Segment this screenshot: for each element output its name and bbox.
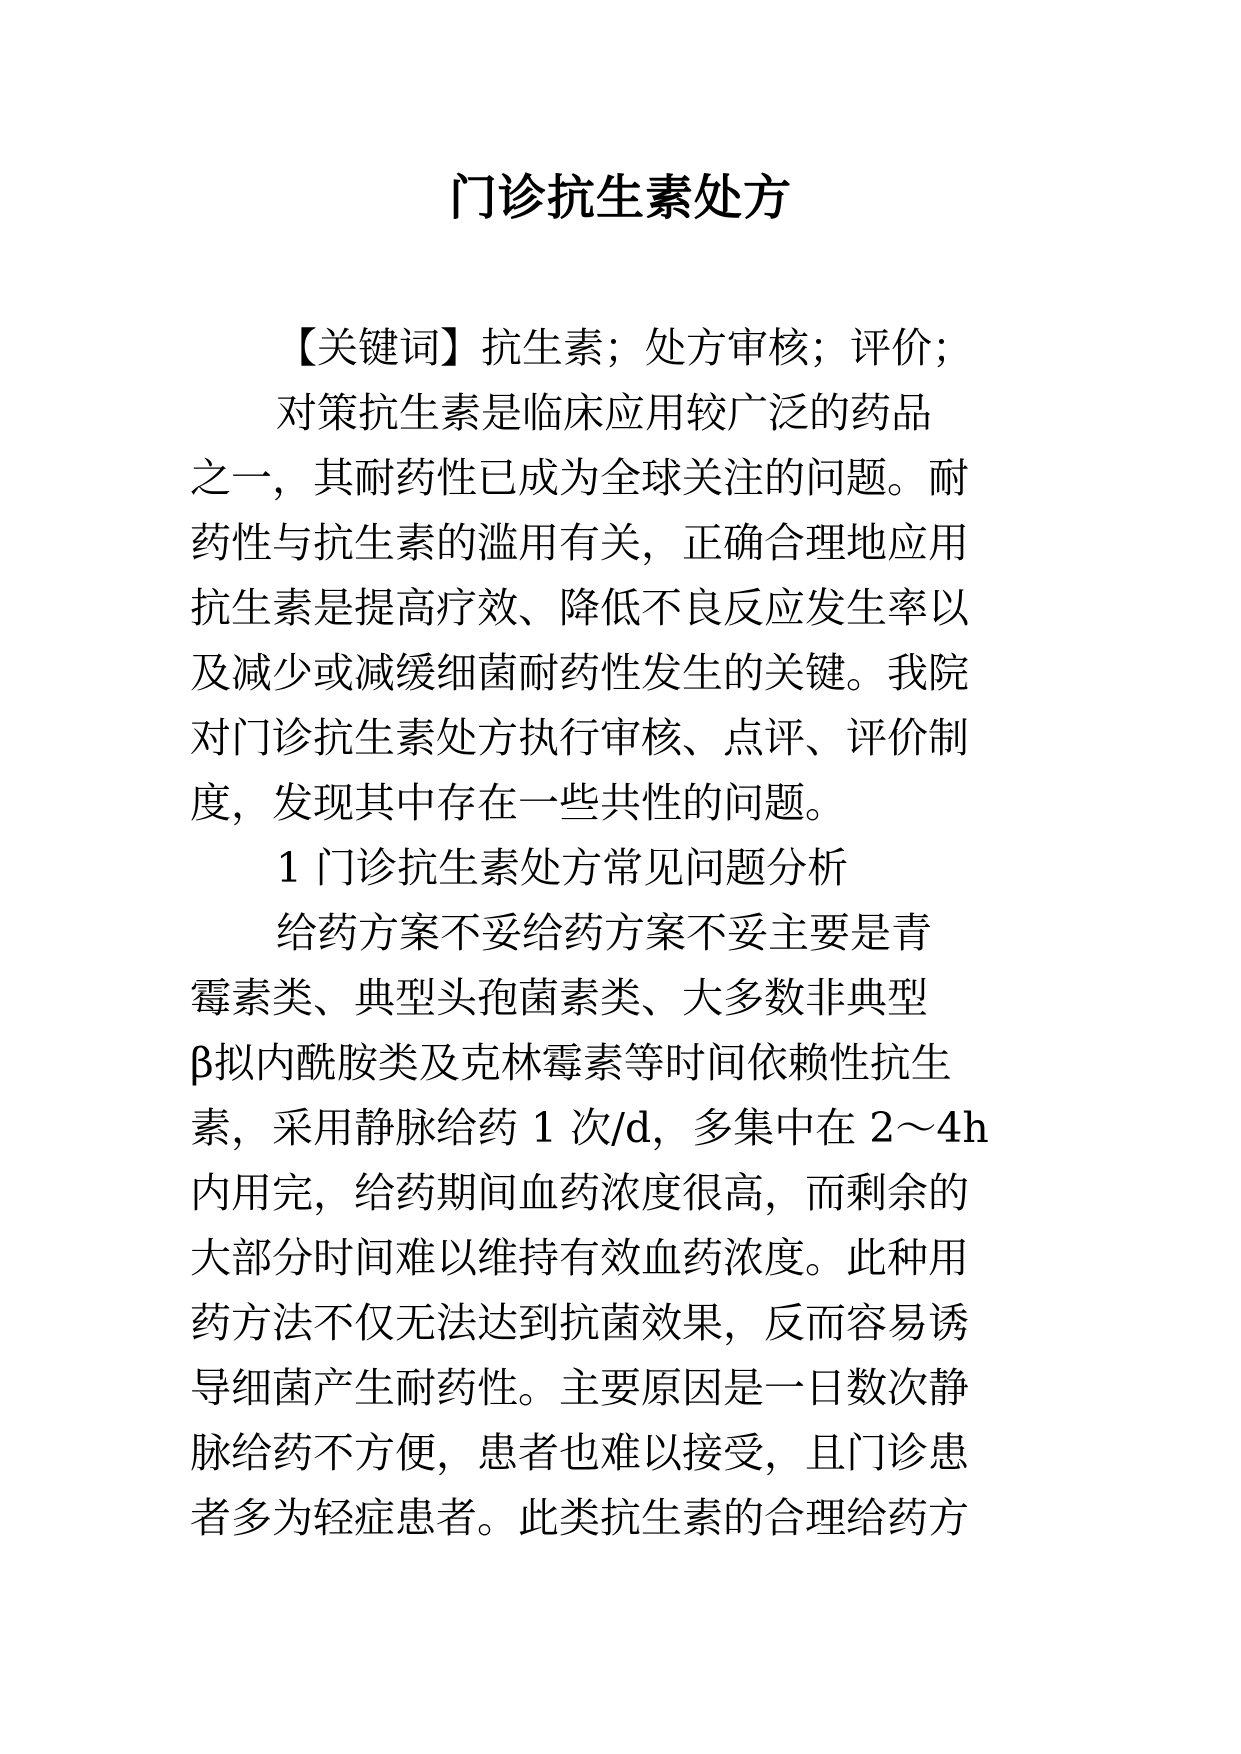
body-line: 内用完，给药期间血药浓度很高，而剩余的: [190, 1169, 969, 1217]
body-line: 对门诊抗生素处方执行审核、点评、评价制: [190, 714, 969, 762]
body-line: 者多为轻症患者。此类抗生素的合理给药方: [190, 1494, 969, 1542]
body-line: 素，采用静脉给药 1 次/d，多集中在 2～4h: [190, 1104, 989, 1152]
body-line: 及减少或减缓细菌耐药性发生的关键。我院: [190, 649, 969, 697]
body-line: 给药方案不妥给药方案不妥主要是青: [276, 909, 932, 957]
body-line: 之一，其耐药性已成为全球关注的问题。耐: [190, 454, 969, 502]
document-body: [190, 316, 1070, 1551]
body-line: 大部分时间难以维持有效血药浓度。此种用: [190, 1234, 969, 1282]
body-line: 脉给药不方便，患者也难以接受，且门诊患: [190, 1429, 969, 1477]
body-line: 药方法不仅无法达到抗菌效果，反而容易诱: [190, 1299, 969, 1347]
body-line: 对策抗生素是临床应用较广泛的药品: [276, 389, 932, 437]
body-line: 1 门诊抗生素处方常见问题分析: [276, 844, 849, 892]
body-line: 霉素类、典型头孢菌素类、大多数非典型: [190, 974, 928, 1022]
body-line: 导细菌产生耐药性。主要原因是一日数次静: [190, 1364, 969, 1412]
body-line: 抗生素是提高疗效、降低不良反应发生率以: [190, 584, 969, 632]
body-line: 度，发现其中存在一些共性的问题。: [190, 779, 846, 827]
body-line: 【关键词】抗生素；处方审核；评价；: [276, 324, 973, 372]
document-title: 门诊抗生素处方: [448, 170, 792, 226]
body-line: 药性与抗生素的滥用有关，正确合理地应用: [190, 519, 969, 567]
body-line: β拟内酰胺类及克林霉素等时间依赖性抗生: [190, 1039, 952, 1087]
